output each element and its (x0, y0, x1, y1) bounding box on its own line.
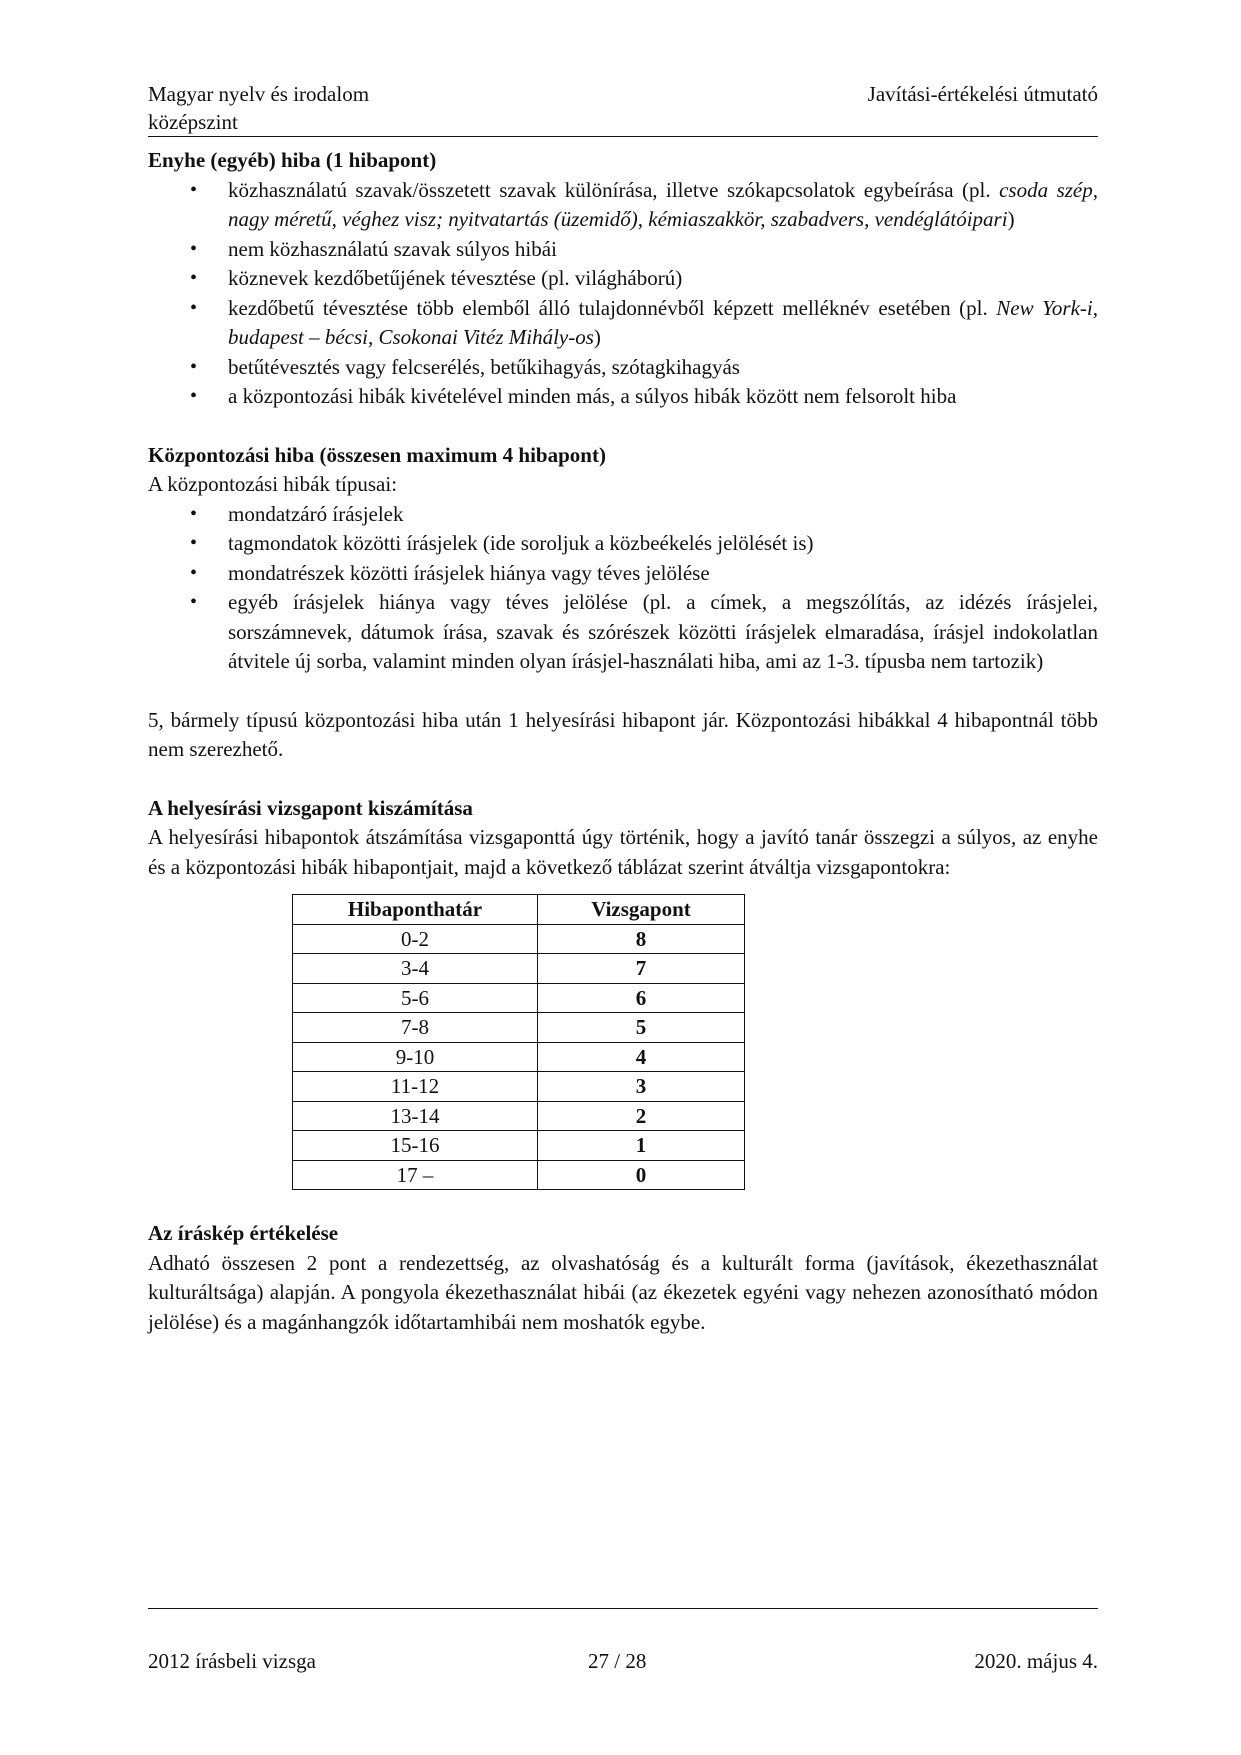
list-item: • egyéb írásjelek hiánya vagy téves jelölése (pl. a címek, a megszólítás, az idézés írásjelei, sorszámnevek, dátumok írása, szavak és szórészek közötti írásjelek elmaradása, írásjel indokolatlan átvitele új sorba, valamint minden olyan írásjel-használati hiba, ami az 1-3. típusba nem tartozik) (228, 588, 1098, 677)
list-item: • kezdőbetű tévesztése több elemből álló tulajdonnévből képzett melléknév esetében (pl. New York-i, budapest – bécsi, Csokonai Vitéz Mihály-os) (228, 294, 1098, 353)
footer-date: 2020. május 4. (974, 1649, 1098, 1673)
table-row: 11-12 3 (293, 1072, 745, 1102)
page-footer (148, 1608, 1098, 1673)
punctuation-intro: A központozási hibák típusai: (148, 472, 398, 496)
list-item: • tagmondatok közötti írásjelek (ide soroljuk a közbeékelés jelölését is) (228, 529, 1098, 559)
page-content (148, 146, 1098, 1337)
list-item: • mondatrészek közötti írásjelek hiánya vagy téves jelölése (228, 559, 1098, 589)
list-item: • betűtévesztés vagy felcserélés, betűkihagyás, szótagkihagyás (228, 353, 1098, 383)
table-header-row (293, 895, 745, 925)
table-row: 3-4 7 (293, 954, 745, 984)
list-item: • mondatzáró írásjelek (228, 500, 1098, 530)
header-doc-title: Javítási-értékelési útmutató (867, 82, 1098, 106)
footer-page-number: 27 / 28 (588, 1649, 647, 1673)
table-row: 9-10 4 (293, 1042, 745, 1072)
table-row: 5-6 6 (293, 983, 745, 1013)
list-item: • közhasználatú szavak/összetett szavak különírása, illetve szókapcsolatok egybeírása (pl. csoda szép, nagy méretű, véghez visz; nyitvatartás (üzemidő), kémiaszakkör, szabadvers, vendéglátóipari) (228, 176, 1098, 235)
list-item: • nem közhasználatú szavak súlyos hibái (228, 235, 1098, 265)
section-heading-handwriting: Az íráskép értékelése (148, 1221, 339, 1245)
page-header (148, 80, 1098, 137)
section-heading-punctuation: Központozási hiba (összesen maximum 4 hibapont) (148, 442, 606, 467)
exam-score-text: A helyesírási hibapontok átszámítása vizsgaponttá úgy történik, hogy a javító tanár összegzi a súlyos, az enyhe és a központozási hibák hibapontjait, majd a következő táblázat szerint átváltja vizsgapontokra: (148, 825, 1098, 879)
minor-errors-list (148, 176, 1098, 412)
table-row: 17 – 0 (293, 1160, 745, 1190)
handwriting-text: Adható összesen 2 pont a rendezettség, az olvashatóság és a kulturált forma (javítások, ékezethasználat kulturáltsága) alapján. A pongyola ékezethasználat hibái (az ékezetek egyéni vagy nehezen azonosítható módon jelölése) és a magánhangzók időtartamhibái nem moshatók egybe. (148, 1250, 1098, 1334)
list-item: • a központozási hibák kivételével minden más, a súlyos hibák között nem felsorolt hiba (228, 382, 1098, 412)
header-level: középszint (148, 110, 238, 134)
conversion-table (292, 894, 745, 1190)
list-item: • köznevek kezdőbetűjének tévesztése (pl. világháború) (228, 264, 1098, 294)
table-row: 13-14 2 (293, 1101, 745, 1131)
header-subject: Magyar nyelv és irodalom (148, 82, 370, 106)
footer-exam-code: 2012 írásbeli vizsga (148, 1649, 316, 1673)
table-row: 15-16 1 (293, 1131, 745, 1161)
section-heading-minor-errors: Enyhe (egyéb) hiba (1 hibapont) (148, 148, 437, 172)
table-row: 7-8 5 (293, 1013, 745, 1043)
punctuation-note: 5, bármely típusú központozási hiba után 1 helyesírási hibapont jár. Központozási hibákkal 4 hibapontnál több nem szerezhető. (148, 707, 1098, 761)
punctuation-list (148, 500, 1098, 677)
table-header: Vizsgapont (538, 895, 745, 925)
table-row: 0-2 8 (293, 924, 745, 954)
table-header: Hibaponthatár (293, 895, 538, 925)
section-heading-exam-score: A helyesírási vizsgapont kiszámítása (148, 795, 473, 820)
